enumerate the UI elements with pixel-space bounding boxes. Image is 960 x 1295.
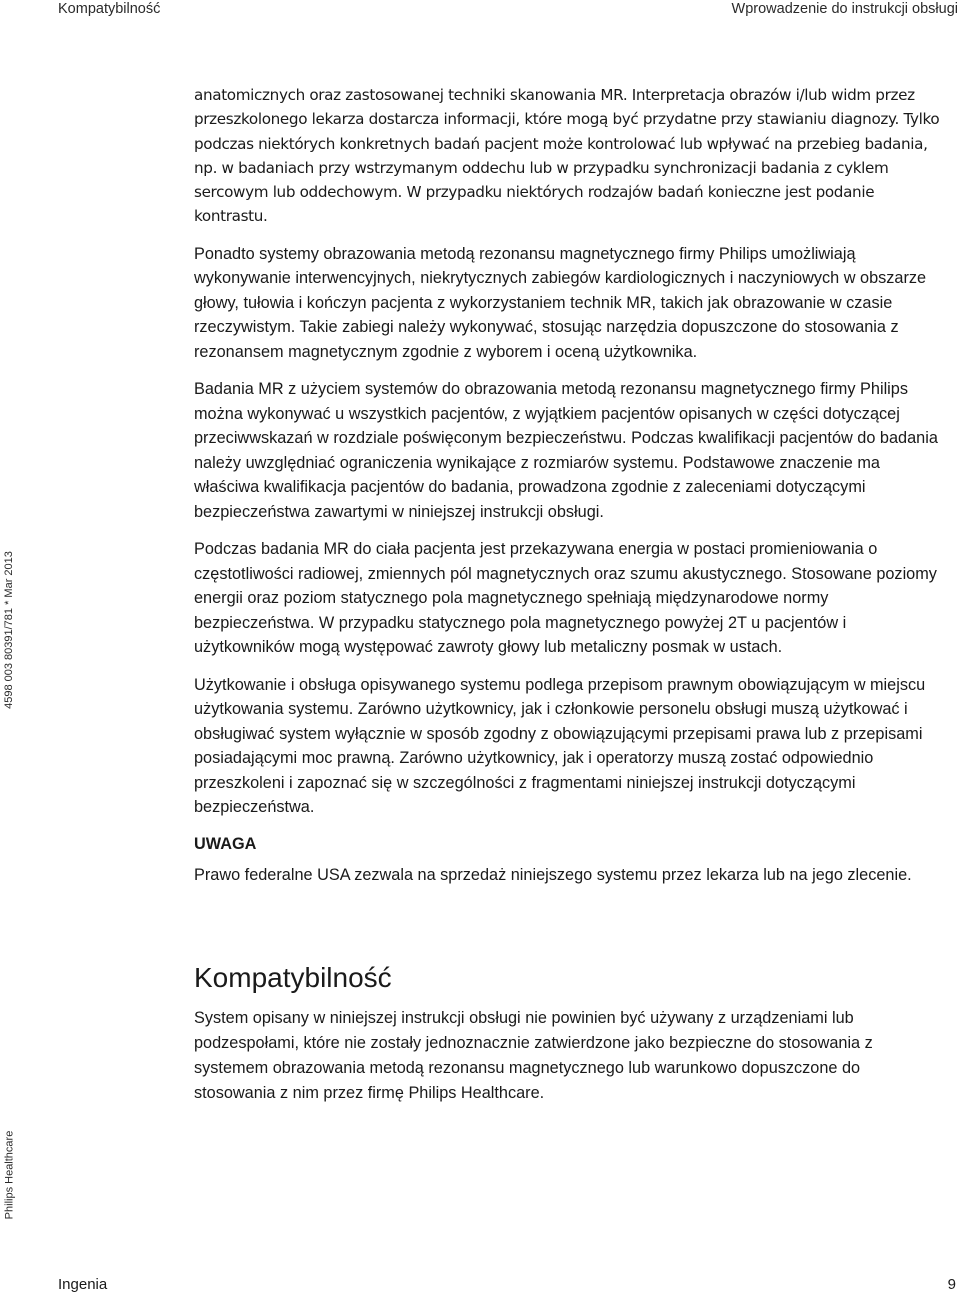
company-name: Philips Healthcare: [3, 1130, 15, 1220]
body-text: [194, 83, 946, 820]
paragraph: Podczas badania MR do ciała pacjenta jest przekazywana energia w postaci promieniowania o częstotliwości radiowej, zmiennych pól magnetycznych oraz szumu akustycznego. Stosowane poziomy energii oraz poziom statycznego pola magnetycznego spełniają międzynarodowe normy bezpieczeństwa. W przypadku statycznego pola magnetycznego powyżej 2T u pacjentów i użytkowników mogą występować zawroty głowy lub metaliczny posmak w ustach.: [194, 540, 937, 657]
side-company-container: [0, 1120, 18, 1230]
running-header-chapter: Wprowadzenie do instrukcji obsługi: [731, 1, 958, 17]
paragraph: anatomicznych oraz zastosowanej techniki skanowania MR. Interpretacja obrazów i/lub widm przez przeszkolonego lekarza dostarcza informacji, które mogą być przydatne przy stawianiu diagnozy. Tylko podczas niektórych konkretnych badań pacjent może kontrolować lub wpływać na przebieg badania, np. w badaniach przy wstrzymanym oddechu lub w przypadku synchronizacji badania z cyklem sercowym lub oddechowym. W przypadku niektórych rodzajów badań konieczne jest podanie kontrastu.: [194, 86, 940, 226]
compatibility-text: System opisany w niniejszej instrukcji obsługi nie powinien być używany z urządzeniami lub podzespołami, które nie zostały jednoznacznie zatwierdzone jako bezpieczne do stosowania z systemem obrazowania metodą rezonansu magnetycznego lub warunkowo dopuszczone do stosowania z nim przez firmę Philips Healthcare.: [194, 1009, 873, 1102]
note-label: UWAGA: [194, 835, 257, 853]
note-text: Prawo federalne USA zezwala na sprzedaż niniejszego systemu przez lekarza lub na jego zlecenie.: [194, 866, 912, 884]
paragraph: Ponadto systemy obrazowania metodą rezonansu magnetycznego firmy Philips umożliwiają wykonywanie interwencyjnych, niekrytycznych zabiegów kardiologicznych i naczyniowych w obszarze głowy, tułowia i kończyn pacjenta z wykorzystaniem technik MR, takich jak obrazowanie w czasie rzeczywistym. Takie zabiegi należy wykonywać, stosując narzędzia dopuszczone do stosowania z rezonansem magnetycznym zgodnie z wyborem i oceną użytkownika.: [194, 244, 927, 361]
footer-product-name: Ingenia: [58, 1276, 108, 1293]
running-header-section: Kompatybilność: [58, 1, 161, 17]
footer-page-number: 9: [947, 1276, 956, 1293]
paragraph: Badania MR z użyciem systemów do obrazowania metodą rezonansu magnetycznego firmy Philips można wykonywać u wszystkich pacjentów, z wyjątkiem pacjentów opisanych w części dotyczącej przeciwwskazań w rozdziale poświęconym bezpieczeństwu. Podczas kwalifikacji pacjentów do badania należy uwzględniać ograniczenia wynikające z rozmiarów systemu. Podstawowe znaczenie ma właściwa kwalifikacja pacjentów do badania, prowadzona zgodnie z zaleceniami dotyczącymi bezpieczeństwa zawartymi w niniejszej instrukcji obsługi.: [194, 380, 938, 521]
section-heading: Kompatybilność: [194, 962, 392, 993]
side-doc-code-container: [0, 540, 18, 720]
document-code: 4598 003 80391/781 * Mar 2013: [3, 551, 15, 709]
paragraph: Użytkowanie i obsługa opisywanego systemu podlega przepisom prawnym obowiązującym w miejscu użytkowania systemu. Zarówno użytkownicy, jak i członkowie personelu obsługi muszą użytkować i obsługiwać system wyłącznie w sposób zgodny z obowiązującymi przepisami prawa lub z przepisami posiadającymi moc prawną. Zarówno użytkownicy, jak i operatorzy muszą zostać odpowiednio przeszkoleni i zapoznać się w szczególności z fragmentami niniejszej instrukcji dotyczącymi bezpieczeństwa.: [194, 675, 926, 817]
